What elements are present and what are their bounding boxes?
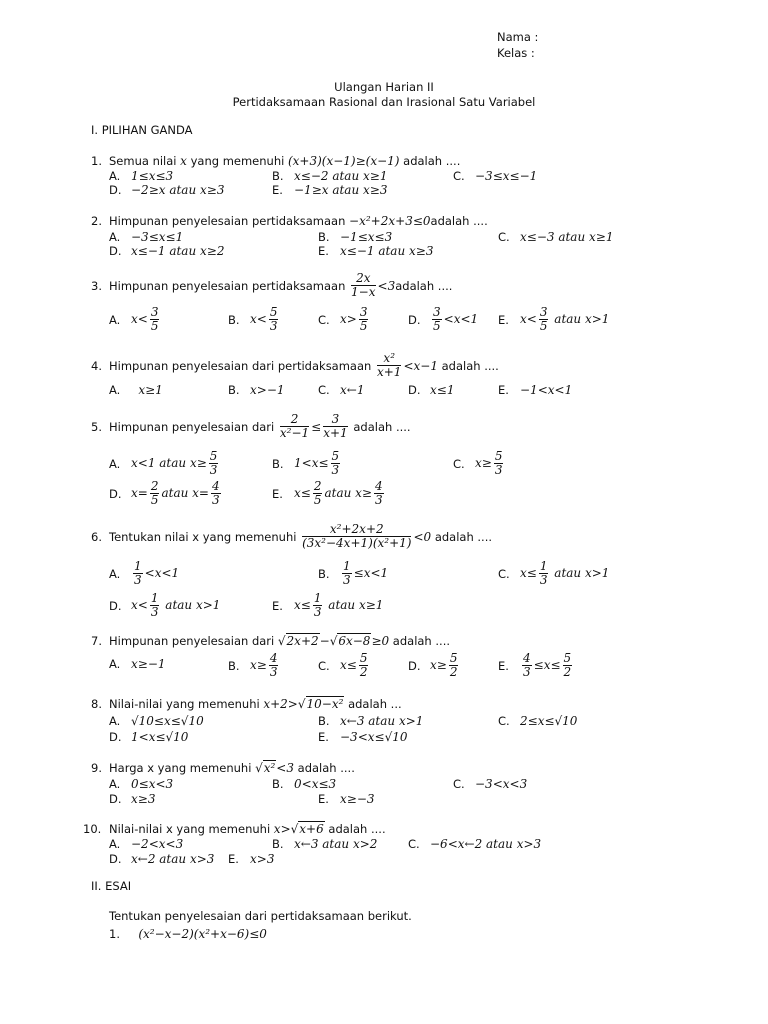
q9-option-e[interactable]: E. x≥−3 (318, 792, 375, 806)
q3-option-b[interactable]: B. x< $\frac{5}{3}$ (228, 305, 278, 334)
q9-option-c[interactable]: C. −3<x<3 (453, 777, 528, 791)
q4-option-d[interactable]: D. x≤1 (408, 383, 455, 397)
q10-option-d[interactable]: D. x←2 atau x>3 (109, 852, 215, 866)
question-6: 6. Tentukan nilai x yang memenuhi x²+2x+2 (3x²−4x+1)(x²+1) <0 adalah .... (91, 522, 493, 551)
q6-option-e[interactable]: E. x≤ $\frac{1}{3}$ atau x≥1 (272, 591, 384, 620)
q9-option-d[interactable]: D. x≥3 (109, 792, 156, 806)
nama-label: Nama : (497, 30, 539, 44)
q1-option-e[interactable]: E. −1≥x atau x≥3 (272, 183, 388, 197)
q7-option-e[interactable]: E. $\frac{4}{3}$ ≤x≤ $\frac{5}{2}$ (498, 651, 572, 680)
q6-option-c[interactable]: C. x≤ $\frac{1}{3}$ atau x>1 (498, 559, 610, 588)
q6-option-a[interactable]: A. $\frac{1}{3}$ <x<1 (109, 559, 180, 588)
question-5: 5. Himpunan penyelesaian dari $\frac{2}{\text{x²−1}}$ ≤ $\frac{3}{x+1}$ adalah .... (91, 412, 411, 441)
question-3: 3. Himpunan penyelesaian pertidaksamaan 2x 1−x <3 adalah .... (91, 271, 453, 300)
q8-option-c[interactable]: C. 2≤x≤√10 (498, 714, 578, 728)
q1-option-b[interactable]: B. x≤−2 atau x≥1 (272, 169, 388, 183)
q8-option-a[interactable]: A. √10≤x≤√10 (109, 714, 204, 728)
q4-option-b[interactable]: B. x>−1 (228, 383, 285, 397)
q5-option-b[interactable]: B. 1<x≤ $\frac{5}{3}$ (272, 449, 340, 478)
section-heading-pilihan-ganda: I. PILIHAN GANDA (91, 123, 193, 137)
q7-option-a[interactable]: A. x≥−1 (109, 657, 166, 671)
question-8: 8. Nilai-nilai yang memenuhi x+2>√10−x² adalah ... (91, 697, 402, 711)
question-4: 4. Himpunan penyelesaian dari pertidaksamaan x² x+1 <x−1 adalah .... (91, 351, 499, 380)
q5-option-d[interactable]: D. x= $\frac{2}{5}$ atau x= $\frac{4}{3}$ (109, 479, 220, 508)
q2-option-c[interactable]: C. x≤−3 atau x≥1 (498, 230, 614, 244)
q7-option-d[interactable]: D. x≥ $\frac{5}{2}$ (408, 651, 458, 680)
q9-option-b[interactable]: B. 0<x≤3 (272, 777, 337, 791)
q3-option-a[interactable]: A. x< $\frac{3}{5}$ (109, 305, 159, 334)
q4-option-c[interactable]: C. x←1 (318, 383, 365, 397)
question-2: 2. Himpunan penyelesaian pertidaksamaan −x²+2x+3≤0 adalah .... (91, 214, 488, 228)
page-subtitle: Pertidaksamaan Rasional dan Irasional Satu Variabel (232, 95, 536, 109)
question-1: 1. Semua nilai x yang memenuhi (x+3)(x−1)≥(x−1) adalah .... (91, 154, 461, 168)
q4-option-a[interactable]: A. x≥1 (109, 383, 163, 397)
q2-option-b[interactable]: B. −1≤x≤3 (318, 230, 393, 244)
page-title: Ulangan Harian II (334, 80, 434, 94)
section-heading-esai: II. ESAI (91, 879, 132, 893)
q1-option-d[interactable]: D. −2≥x atau x≥3 (109, 183, 225, 197)
q3-option-c[interactable]: C. x> $\frac{3}{5}$ (318, 305, 368, 334)
q6-option-d[interactable]: D. x< $\frac{1}{3}$ atau x>1 (109, 591, 221, 620)
q1-option-c[interactable]: C. −3≤x≤−1 (453, 169, 538, 183)
q8-option-e[interactable]: E. −3<x≤√10 (318, 730, 408, 744)
q10-option-e[interactable]: E. x>3 (228, 852, 275, 866)
q9-option-a[interactable]: A. 0≤x<3 (109, 777, 174, 791)
q7-option-c[interactable]: C. x≤ $\frac{5}{2}$ (318, 651, 368, 680)
question-7: 7. Himpunan penyelesaian dari √2x+2−√6x−8≥0 adalah .... (91, 634, 450, 648)
q2-option-a[interactable]: A. −3≤x≤1 (109, 230, 184, 244)
q3-option-e[interactable]: E. x< $\frac{3}{5}$ atau x>1 (498, 305, 610, 334)
q3-option-d[interactable]: D. $\frac{3}{5}$ <x<1 (408, 305, 479, 334)
q5-option-e[interactable]: E. x≤ $\frac{2}{5}$ atau x≥ $\frac{4}{3}$ (272, 479, 383, 508)
q10-option-b[interactable]: B. x←3 atau x>2 (272, 837, 378, 851)
q5-option-a[interactable]: A. x<1 atau x≥ $\frac{5}{3}$ (109, 449, 218, 478)
q8-option-d[interactable]: D. 1<x≤√10 (109, 730, 189, 744)
q2-option-e[interactable]: E. x≤−1 atau x≥3 (318, 244, 434, 258)
question-10: 10. Nilai-nilai x yang memenuhi x>√x+6 adalah .... (83, 822, 386, 836)
essay-item-1: 1. (x²−x−2)(x²+x−6)≤0 (109, 927, 267, 941)
kelas-label: Kelas : (497, 46, 535, 60)
q6-option-b[interactable]: B. $\frac{1}{3}$ ≤x<1 (318, 559, 389, 588)
q10-option-a[interactable]: A. −2<x<3 (109, 837, 184, 851)
essay-instruction: Tentukan penyelesaian dari pertidaksamaan berikut. (109, 909, 412, 923)
q4-option-e[interactable]: E. −1<x<1 (498, 383, 573, 397)
q5-option-c[interactable]: C. x≥ $\frac{5}{3}$ (453, 449, 503, 478)
question-9: 9. Harga x yang memenuhi √x²<3 adalah .... (91, 761, 355, 775)
q1-option-a[interactable]: A. 1≤x≤3 (109, 169, 174, 183)
q8-option-b[interactable]: B. x←3 atau x>1 (318, 714, 424, 728)
q7-option-b[interactable]: B. x≥ $\frac{4}{3}$ (228, 651, 278, 680)
q2-option-d[interactable]: D. x≤−1 atau x≥2 (109, 244, 225, 258)
q10-option-c[interactable]: C. −6<x←2 atau x>3 (408, 837, 542, 851)
